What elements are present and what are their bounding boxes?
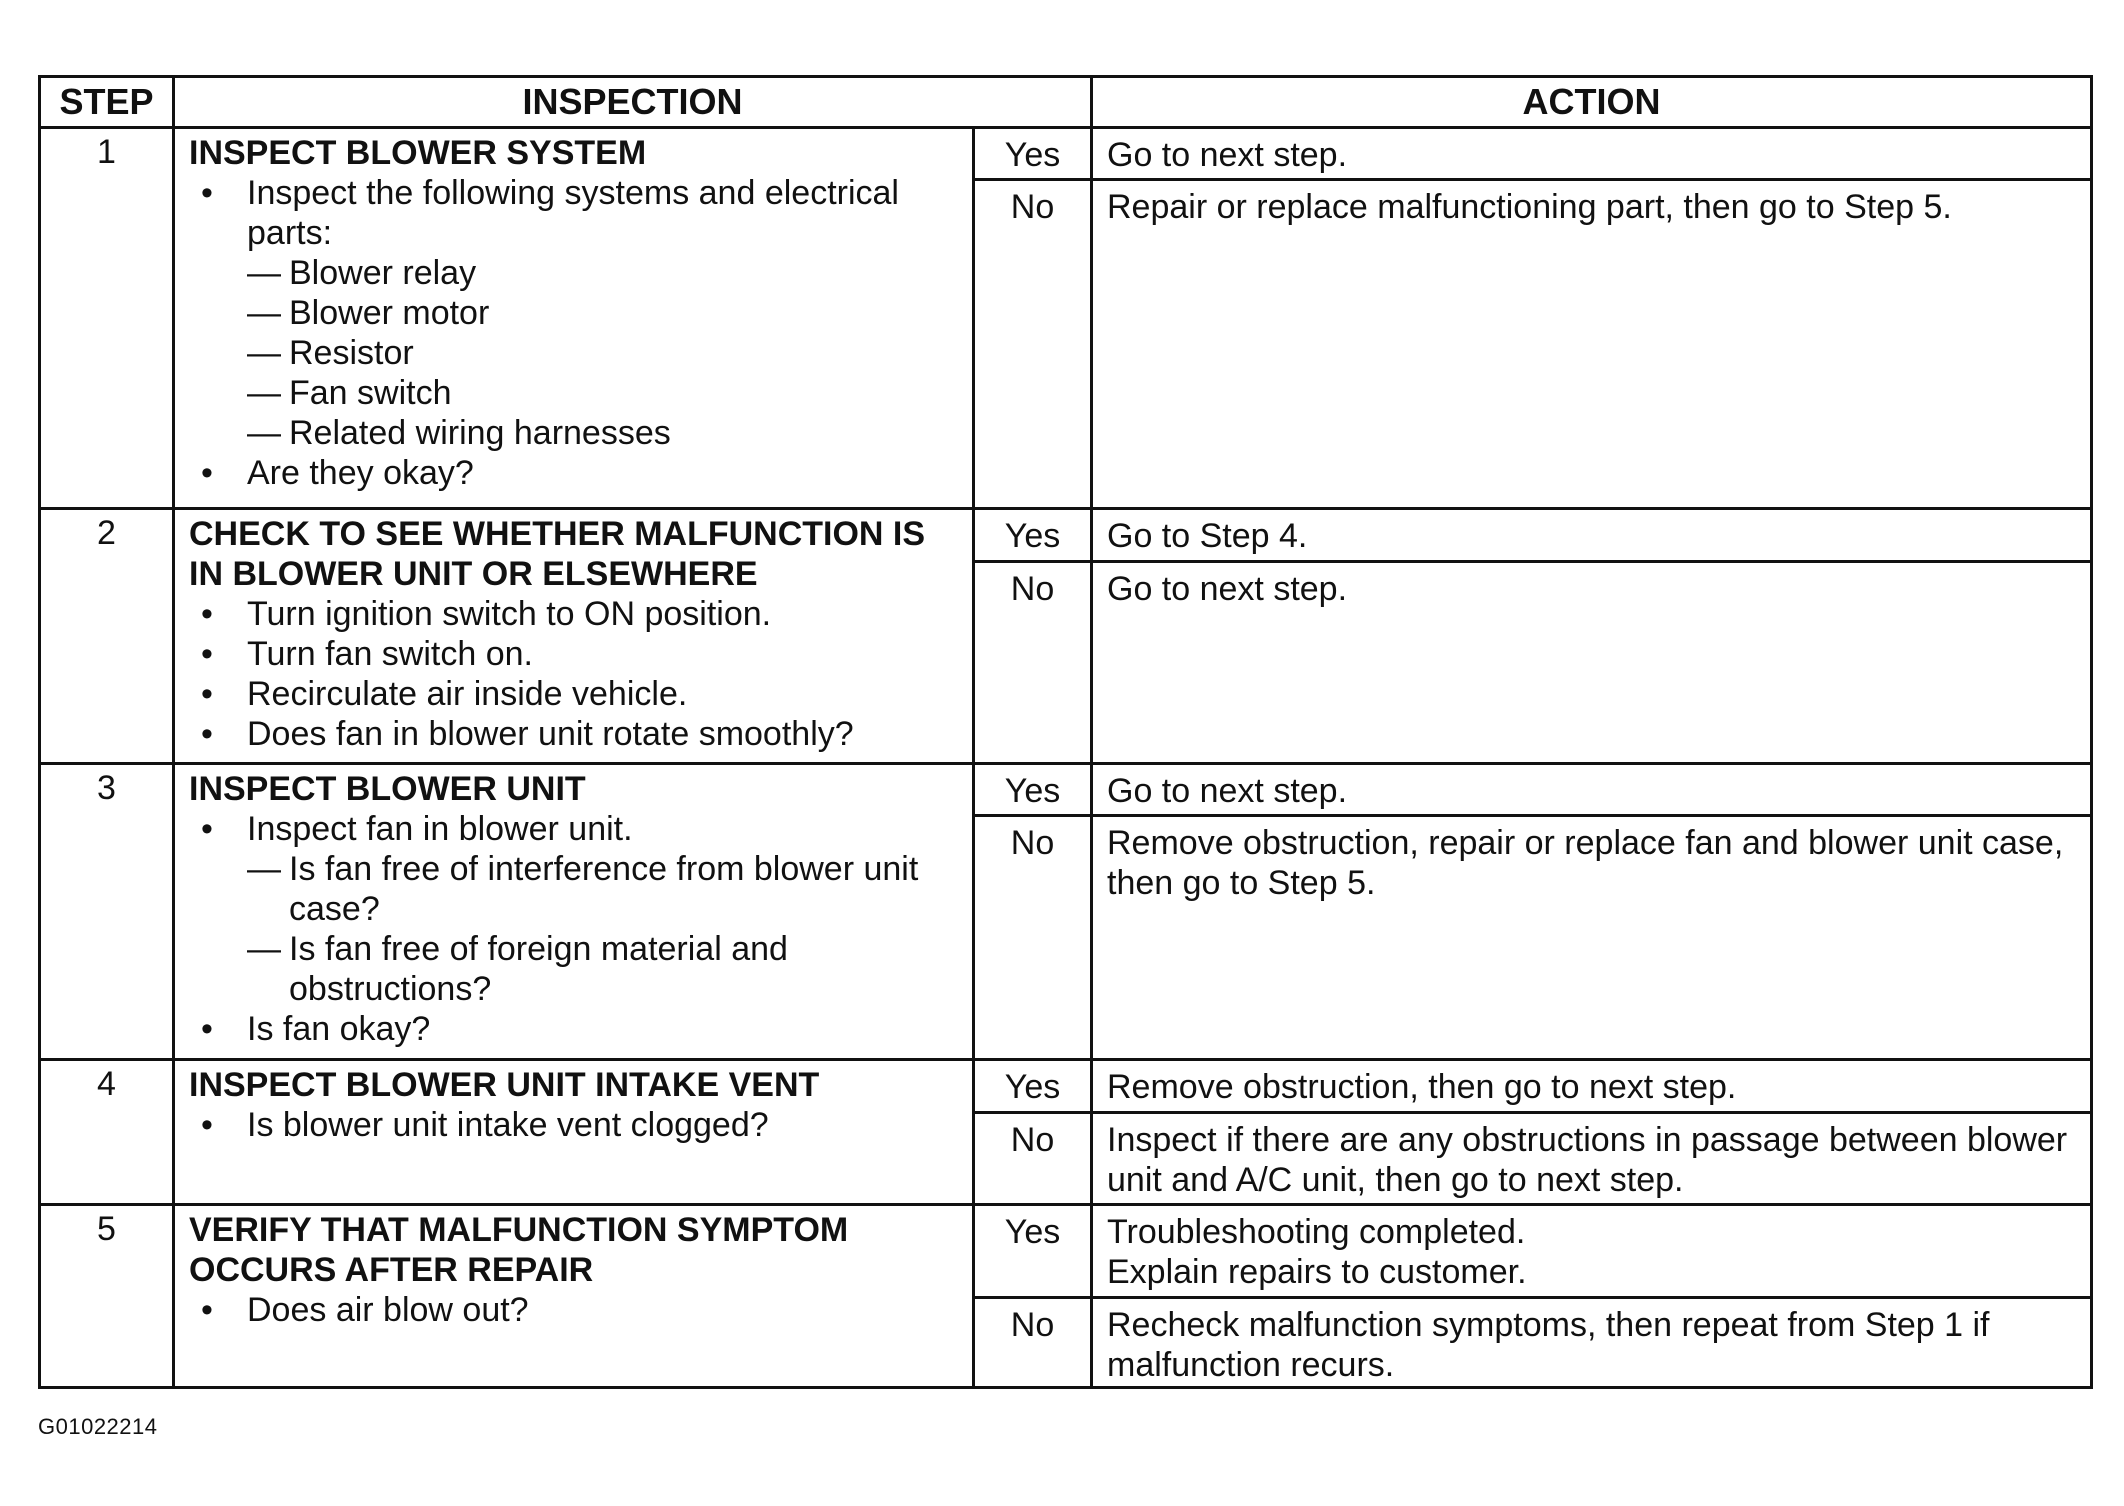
step-number: 5 xyxy=(40,1205,174,1388)
inspection-bullet: • Inspect fan in blower unit. xyxy=(189,809,962,849)
inspection-title: CHECK TO SEE WHETHER MALFUNCTION IS IN BLOWER UNIT OR ELSEWHERE xyxy=(189,515,926,594)
inspection-list xyxy=(189,1105,962,1145)
inspection-sub-item: — Blower relay xyxy=(189,253,962,293)
inspection-list xyxy=(189,809,962,1049)
no-action: Remove obstruction, repair or replace fan and blower unit case, then go to Step 5. xyxy=(1092,815,2092,1059)
yes-action: Go to Step 4. xyxy=(1092,509,2092,561)
inspection-bullet: • Turn ignition switch to ON position. xyxy=(189,594,962,634)
step-row-yes xyxy=(40,1205,2092,1298)
inspection-sub-item: — Is fan free of foreign material and obstructions? xyxy=(189,929,962,1009)
no-action: Inspect if there are any obstructions in passage between blower unit and A/C unit, then go to next step. xyxy=(1092,1112,2092,1205)
yes-label: Yes xyxy=(974,509,1092,561)
inspection-bullet: • Inspect the following systems and electrical parts: xyxy=(189,173,962,253)
header-step: STEP xyxy=(40,77,174,128)
no-action: Go to next step. xyxy=(1092,561,2092,763)
no-label: No xyxy=(974,815,1092,1059)
inspection-sub-item: — Blower motor xyxy=(189,293,962,333)
inspection-title: VERIFY THAT MALFUNCTION SYMPTOM OCCURS AFTER REPAIR xyxy=(189,1211,849,1290)
yes-action: Go to next step. xyxy=(1092,763,2092,815)
inspection-title: INSPECT BLOWER UNIT xyxy=(189,769,586,808)
step-number: 3 xyxy=(40,763,174,1060)
yes-label: Yes xyxy=(974,128,1092,180)
header-row xyxy=(40,77,2092,128)
inspection-sub-item: — Resistor xyxy=(189,333,962,373)
no-action: Recheck malfunction symptoms, then repeat from Step 1 if malfunction recurs. xyxy=(1092,1298,2092,1388)
header-inspection: INSPECTION xyxy=(174,77,1092,128)
inspection-list xyxy=(189,173,962,493)
inspection-bullet: • Recirculate air inside vehicle. xyxy=(189,674,962,714)
inspection-bullet: • Does air blow out? xyxy=(189,1290,962,1330)
inspection-bullet: • Does fan in blower unit rotate smoothly? xyxy=(189,714,962,754)
inspection-bullet: • Is fan okay? xyxy=(189,1009,962,1049)
inspection-cell xyxy=(174,128,974,509)
diagnostic-table xyxy=(38,75,2093,1389)
no-label: No xyxy=(974,180,1092,509)
yes-label: Yes xyxy=(974,763,1092,815)
inspection-sub-item: — Fan switch xyxy=(189,373,962,413)
inspection-bullet: • Is blower unit intake vent clogged? xyxy=(189,1105,962,1145)
inspection-cell xyxy=(174,509,974,763)
header-action: ACTION xyxy=(1092,77,2092,128)
no-label: No xyxy=(974,1112,1092,1205)
inspection-cell xyxy=(174,763,974,1060)
step-row-yes xyxy=(40,763,2092,815)
step-number: 1 xyxy=(40,128,174,509)
inspection-bullet: • Turn fan switch on. xyxy=(189,634,962,674)
step-number: 2 xyxy=(40,509,174,763)
step-number: 4 xyxy=(40,1060,174,1205)
yes-action: Remove obstruction, then go to next step. xyxy=(1092,1060,2092,1112)
yes-label: Yes xyxy=(974,1205,1092,1298)
step-row-yes xyxy=(40,128,2092,180)
figure-code: G01022214 xyxy=(38,1414,158,1439)
no-label: No xyxy=(974,1298,1092,1388)
step-row-yes xyxy=(40,1060,2092,1112)
no-action: Repair or replace malfunctioning part, then go to Step 5. xyxy=(1092,180,2092,509)
inspection-bullet: • Are they okay? xyxy=(189,453,962,493)
step-row-yes xyxy=(40,509,2092,561)
inspection-list xyxy=(189,594,962,754)
inspection-cell xyxy=(174,1060,974,1205)
yes-action: Troubleshooting completed. Explain repairs to customer. xyxy=(1092,1205,2092,1298)
no-label: No xyxy=(974,561,1092,763)
inspection-sub-item: — Related wiring harnesses xyxy=(189,413,962,453)
inspection-list xyxy=(189,1290,962,1330)
yes-label: Yes xyxy=(974,1060,1092,1112)
inspection-title: INSPECT BLOWER SYSTEM xyxy=(189,134,647,172)
inspection-sub-item: — Is fan free of interference from blower unit case? xyxy=(189,849,962,929)
inspection-cell xyxy=(174,1205,974,1388)
yes-action: Go to next step. xyxy=(1092,128,2092,180)
inspection-title: INSPECT BLOWER UNIT INTAKE VENT xyxy=(189,1066,820,1105)
